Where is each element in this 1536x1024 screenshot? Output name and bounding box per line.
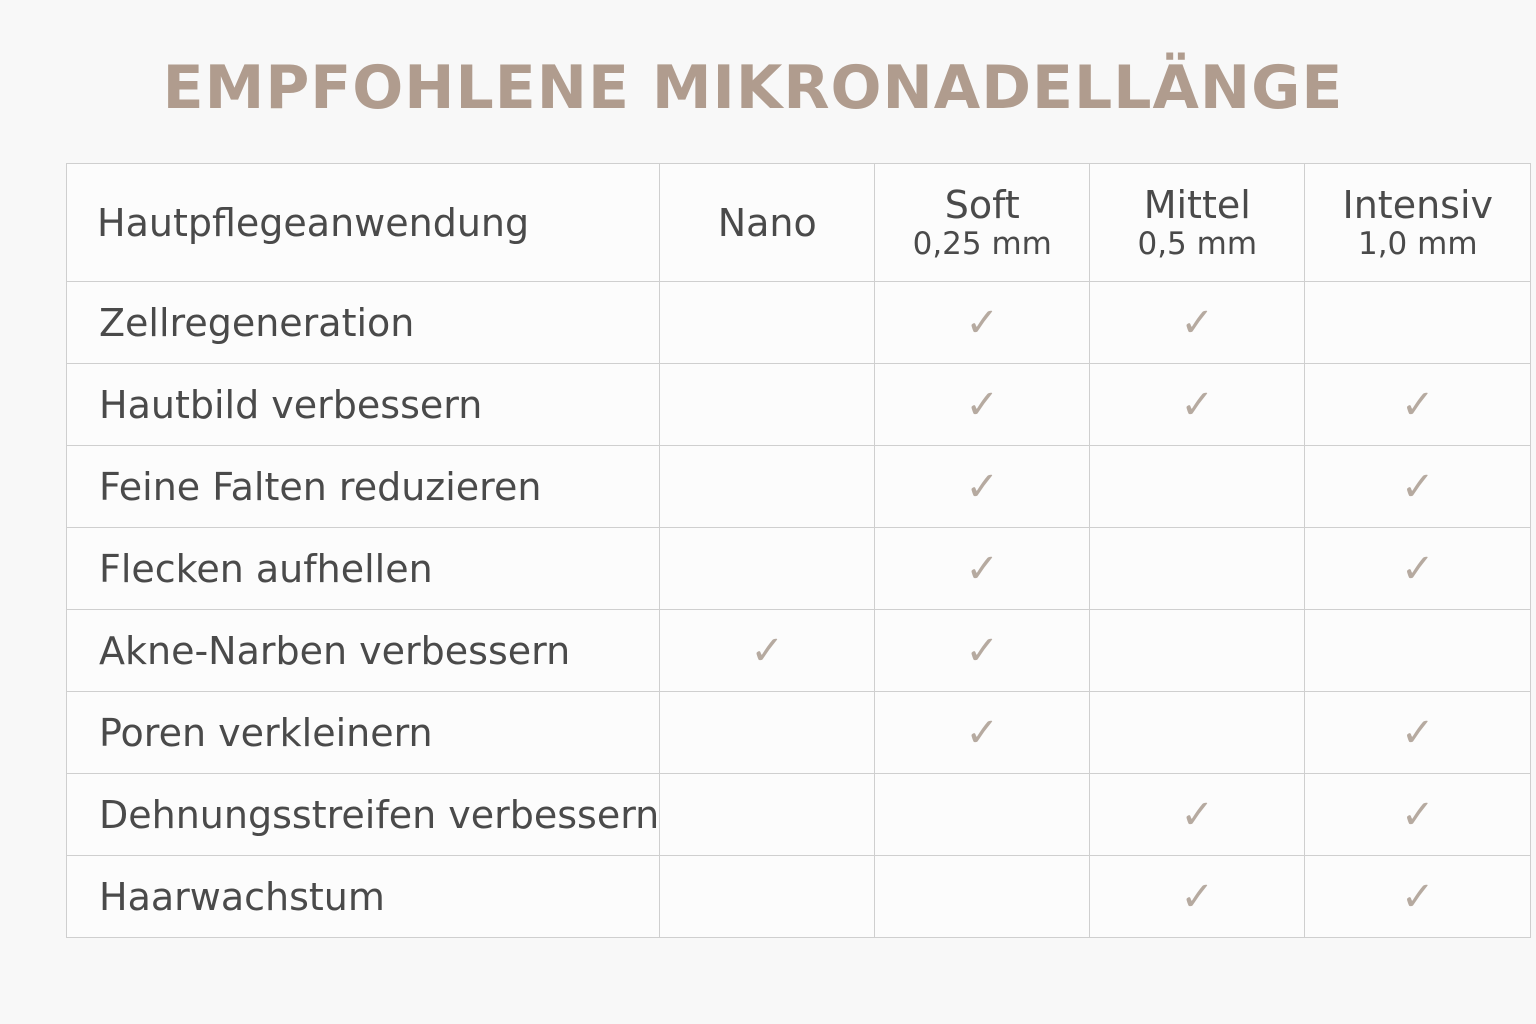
mark-cell xyxy=(660,364,875,446)
mark-cell xyxy=(660,774,875,856)
checkmark-icon: ✓ xyxy=(1180,299,1214,346)
mark-cell xyxy=(660,692,875,774)
table-row xyxy=(67,610,1531,692)
header-intensiv-size: 1,0 mm xyxy=(1357,225,1478,262)
header-nano xyxy=(660,164,875,282)
table-row xyxy=(67,856,1531,938)
table-body xyxy=(67,164,1531,938)
checkmark-icon: ✓ xyxy=(965,381,999,428)
checkmark-icon: ✓ xyxy=(1400,545,1435,592)
checkmark-icon: ✓ xyxy=(965,709,999,756)
mark-cell xyxy=(875,692,1090,774)
table-row xyxy=(67,446,1531,528)
header-soft-name: Soft xyxy=(944,182,1020,227)
mark-cell xyxy=(660,610,875,692)
table-row xyxy=(67,364,1531,446)
mark-cell xyxy=(1305,692,1531,774)
mark-cell xyxy=(1305,610,1531,692)
header-intensiv xyxy=(1305,164,1531,282)
needle-length-table xyxy=(66,163,1531,938)
table-header-row xyxy=(67,164,1531,282)
header-intensiv-name: Intensiv xyxy=(1342,182,1493,227)
mark-cell xyxy=(875,856,1090,938)
row-label: Akne-Narben verbessern xyxy=(67,610,660,692)
mark-cell xyxy=(1305,528,1531,610)
mark-cell xyxy=(660,446,875,528)
table-row xyxy=(67,692,1531,774)
checkmark-icon: ✓ xyxy=(1400,791,1435,838)
mark-cell xyxy=(875,446,1090,528)
mark-cell xyxy=(1090,282,1305,364)
row-label: Poren verkleinern xyxy=(67,692,660,774)
row-label: Dehnungsstreifen verbessern xyxy=(67,774,660,856)
mark-cell xyxy=(875,774,1090,856)
checkmark-icon: ✓ xyxy=(1180,381,1214,428)
header-soft-size: 0,25 mm xyxy=(912,225,1052,262)
mark-cell xyxy=(1090,364,1305,446)
mark-cell xyxy=(1090,692,1305,774)
mark-cell xyxy=(660,856,875,938)
mark-cell xyxy=(1090,528,1305,610)
mark-cell xyxy=(875,282,1090,364)
mark-cell xyxy=(660,282,875,364)
checkmark-icon: ✓ xyxy=(1400,463,1435,510)
row-label: Flecken aufhellen xyxy=(67,528,660,610)
checkmark-icon: ✓ xyxy=(1400,381,1435,428)
mark-cell xyxy=(1305,856,1531,938)
checkmark-icon: ✓ xyxy=(1400,873,1435,920)
table-row xyxy=(67,774,1531,856)
header-application: Hautpflegeanwendung xyxy=(67,164,660,282)
checkmark-icon: ✓ xyxy=(750,627,784,674)
checkmark-icon: ✓ xyxy=(965,545,999,592)
mark-cell xyxy=(1305,282,1531,364)
row-label: Zellregeneration xyxy=(67,282,660,364)
header-mittel xyxy=(1090,164,1305,282)
header-mittel-size: 0,5 mm xyxy=(1137,225,1258,262)
mark-cell xyxy=(875,528,1090,610)
mark-cell xyxy=(1305,364,1531,446)
table-row xyxy=(67,528,1531,610)
checkmark-icon: ✓ xyxy=(965,463,999,510)
checkmark-icon: ✓ xyxy=(965,299,999,346)
mark-cell xyxy=(875,364,1090,446)
mark-cell xyxy=(1305,446,1531,528)
table-row xyxy=(67,282,1531,364)
mark-cell xyxy=(875,610,1090,692)
mark-cell xyxy=(1090,446,1305,528)
header-soft xyxy=(875,164,1090,282)
mark-cell xyxy=(1090,774,1305,856)
checkmark-icon: ✓ xyxy=(1400,709,1435,756)
header-nano-name: Nano xyxy=(717,200,817,245)
checkmark-icon: ✓ xyxy=(965,627,999,674)
checkmark-icon: ✓ xyxy=(1180,791,1214,838)
mark-cell xyxy=(1090,856,1305,938)
checkmark-icon: ✓ xyxy=(1180,873,1214,920)
row-label: Feine Falten reduzieren xyxy=(67,446,660,528)
row-label: Haarwachstum xyxy=(67,856,660,938)
mark-cell xyxy=(660,528,875,610)
row-label: Hautbild verbessern xyxy=(67,364,660,446)
page-title: EMPFOHLENE MIKRONADELLÄNGE xyxy=(162,53,1344,123)
header-mittel-name: Mittel xyxy=(1143,182,1251,227)
mark-cell xyxy=(1090,610,1305,692)
mark-cell xyxy=(1305,774,1531,856)
